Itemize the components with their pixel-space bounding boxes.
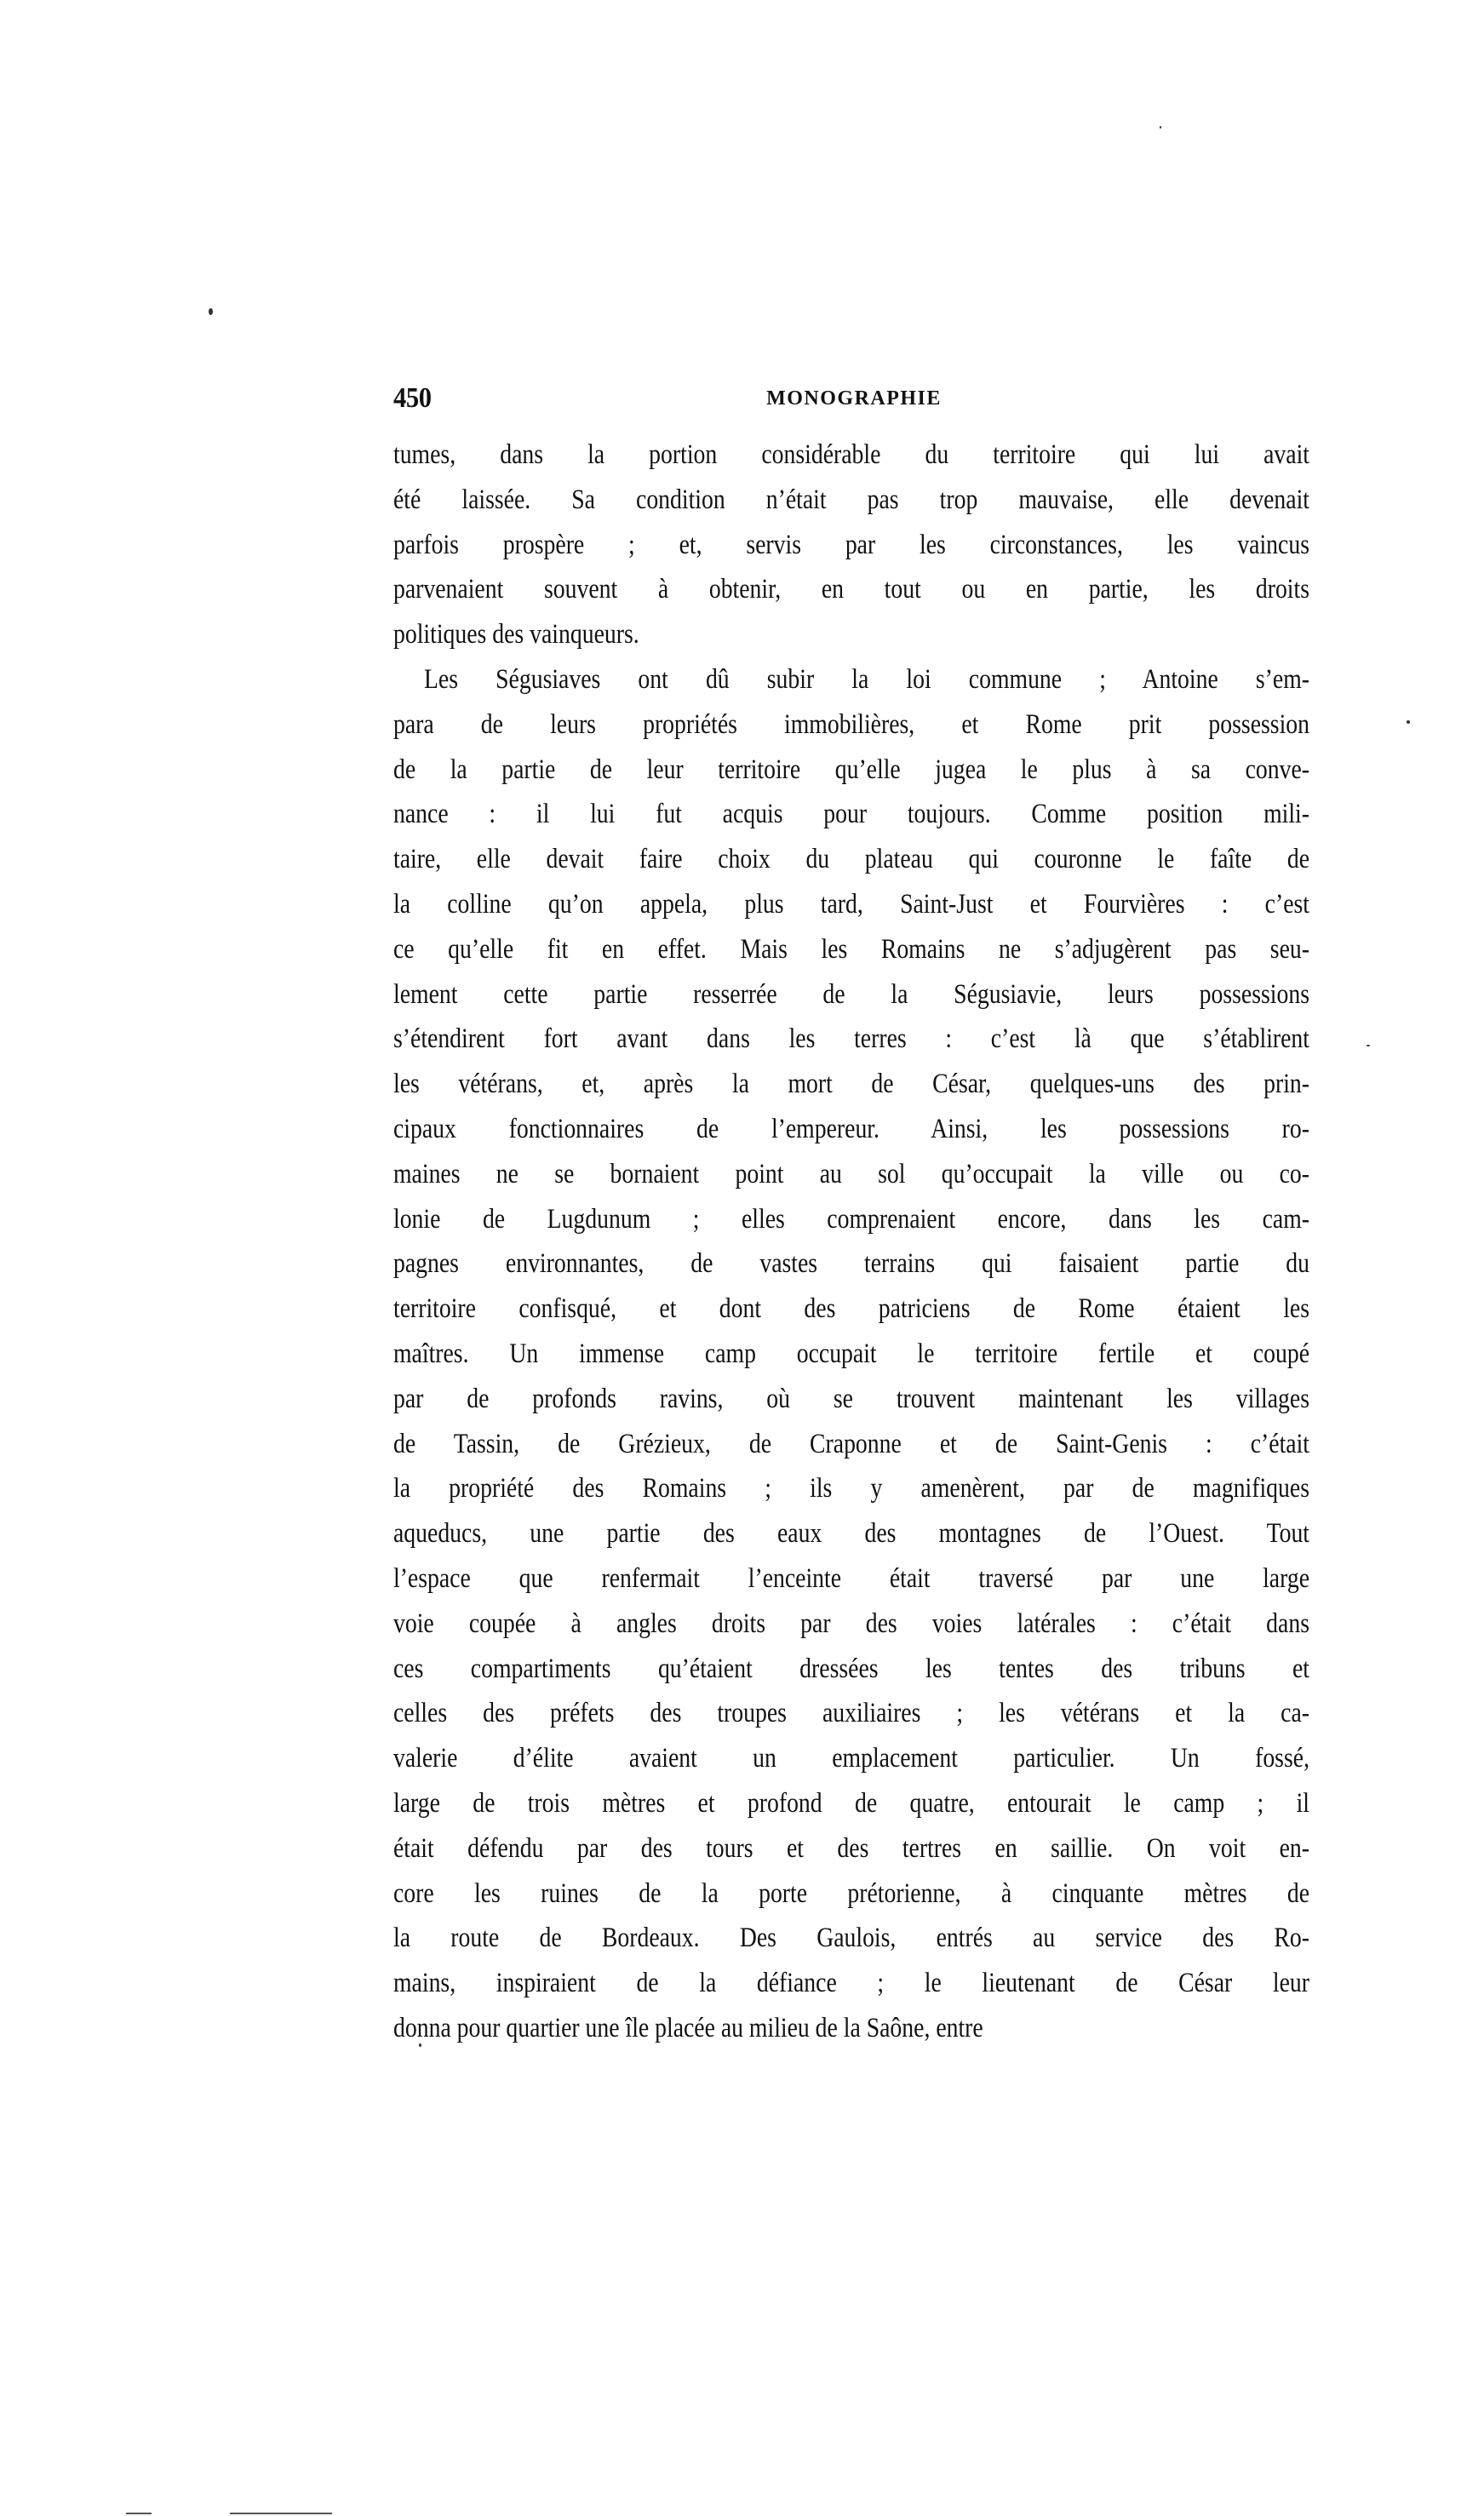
text-line-content: lement cette partie resserrée de la Ségusiavie, leurs possessions bbox=[393, 978, 1310, 1010]
text-line-content: mains, inspiraient de la défiance ; le lieutenant de César leur bbox=[393, 1968, 1310, 1999]
text-line-content: aqueducs, une partie des eaux des montagnes de l’Ouest. Tout bbox=[393, 1518, 1310, 1550]
text-line bbox=[393, 523, 1309, 568]
text-line-content: de la partie de leur territoire qu’elle jugea le plus à sa conve- bbox=[393, 754, 1310, 785]
text-line bbox=[393, 1961, 1309, 2006]
text-line-content: para de leurs propriétés immobilières, et Rome prit possession bbox=[393, 708, 1310, 740]
text-line bbox=[393, 702, 1309, 748]
text-line bbox=[393, 1332, 1309, 1377]
text-line bbox=[393, 1466, 1309, 1511]
text-line-content: par de profonds ravins, où se trouvent maintenant les villages bbox=[393, 1383, 1310, 1414]
text-line bbox=[393, 2006, 1309, 2051]
text-line bbox=[393, 1511, 1309, 1556]
text-line bbox=[393, 657, 1309, 702]
text-line-content: taire, elle devait faire choix du plateau qui couronne le faîte de bbox=[393, 844, 1310, 875]
text-line bbox=[393, 1197, 1309, 1242]
running-head bbox=[393, 381, 1309, 416]
text-line-content: large de trois mètres et profond de quatre, entourait le camp ; il bbox=[393, 1787, 1310, 1819]
text-line-content: parfois prospère ; et, servis par les circonstances, les vaincus bbox=[393, 529, 1310, 560]
text-line bbox=[393, 1691, 1309, 1736]
text-line bbox=[393, 612, 1309, 657]
text-line-content: l’espace que renfermait l’enceinte était traversé par une large bbox=[393, 1562, 1310, 1594]
text-line bbox=[393, 1647, 1309, 1692]
text-line bbox=[393, 1017, 1309, 1062]
text-line-content: de Tassin, de Grézieux, de Craponne et de Saint-Genis : c’était bbox=[393, 1428, 1310, 1459]
text-line-content: voie coupée à angles droits par des voies latérales : c’était dans bbox=[393, 1608, 1310, 1639]
text-line-content: maîtres. Un immense camp occupait le territoire fertile et coupé bbox=[393, 1338, 1310, 1369]
text-line bbox=[393, 1422, 1309, 1467]
text-line-content: lonie de Lugdunum ; elles comprenaient encore, dans les cam- bbox=[393, 1203, 1310, 1235]
text-line bbox=[393, 1781, 1309, 1826]
text-line-content: donna pour quartier une île placée au milieu de la Saône, entre bbox=[393, 2012, 983, 2043]
text-line-content: était défendu par des tours et des tertres en saillie. On voit en- bbox=[393, 1832, 1310, 1864]
text-line bbox=[393, 1152, 1309, 1197]
text-line-content: ce qu’elle fit en effet. Mais les Romains ne s’adjugèrent pas seu- bbox=[393, 933, 1310, 965]
text-line-content: Les Ségusiaves ont dû subir la loi commune ; Antoine s’em- bbox=[424, 663, 1309, 695]
text-line-content: valerie d’élite avaient un emplacement particulier. Un fossé, bbox=[393, 1743, 1310, 1774]
text-line-content: la colline qu’on appela, plus tard, Saint-Just et Fourvières : c’est bbox=[393, 888, 1310, 920]
text-line-content: territoire confisqué, et dont des patriciens de Rome étaient les bbox=[393, 1293, 1310, 1325]
text-line bbox=[393, 1241, 1309, 1287]
text-line-content: les vétérans, et, après la mort de César, quelques-uns des prin- bbox=[393, 1069, 1310, 1100]
page-number: 450 bbox=[393, 382, 432, 414]
text-line-content: la propriété des Romains ; ils y amenèrent, par de magnifiques bbox=[393, 1473, 1310, 1504]
text-line bbox=[393, 433, 1309, 478]
text-line bbox=[393, 1062, 1309, 1107]
text-line-content: s’étendirent fort avant dans les terres : c’est là que s’établirent bbox=[393, 1023, 1310, 1055]
text-line bbox=[393, 567, 1309, 612]
text-line bbox=[393, 478, 1309, 523]
scan-speck bbox=[1367, 1045, 1370, 1046]
text-line-content: maines ne se bornaient point au sol qu’occupait la ville ou co- bbox=[393, 1158, 1310, 1189]
text-line bbox=[393, 1826, 1309, 1871]
text-line bbox=[393, 1556, 1309, 1602]
scan-rule-fragment bbox=[126, 2513, 152, 2514]
text-line-content: core les ruines de la porte prétorienne, à cinquante mètres de bbox=[393, 1877, 1310, 1909]
text-line-content: cipaux fonctionnaires de l’empereur. Ainsi, les possessions ro- bbox=[393, 1113, 1310, 1144]
scan-speck bbox=[419, 2043, 421, 2047]
text-line bbox=[393, 882, 1309, 927]
text-line-content: été laissée. Sa condition n’était pas trop mauvaise, elle devenait bbox=[393, 484, 1310, 515]
scan-speck bbox=[209, 308, 213, 315]
scan-rule-fragment bbox=[230, 2513, 332, 2514]
text-line bbox=[393, 1602, 1309, 1647]
text-line-content: politiques des vainqueurs. bbox=[393, 619, 639, 650]
text-line bbox=[393, 972, 1309, 1017]
body-text bbox=[393, 433, 1309, 2051]
text-line bbox=[393, 927, 1309, 972]
text-line bbox=[393, 837, 1309, 882]
scan-speck bbox=[1160, 126, 1161, 129]
text-line-content: parvenaient souvent à obtenir, en tout ou en partie, les droits bbox=[393, 574, 1310, 605]
running-title: MONOGRAPHIE bbox=[766, 387, 942, 410]
text-line-content: ces compartiments qu’étaient dressées les tentes des tribuns et bbox=[393, 1653, 1310, 1684]
text-line bbox=[393, 1377, 1309, 1422]
text-line-content: pagnes environnantes, de vastes terrains qui faisaient partie du bbox=[393, 1248, 1310, 1280]
text-line bbox=[393, 1287, 1309, 1332]
text-line bbox=[393, 1736, 1309, 1781]
text-line bbox=[393, 792, 1309, 837]
text-line bbox=[393, 1916, 1309, 1961]
text-line bbox=[393, 1871, 1309, 1917]
scan-speck bbox=[1407, 720, 1410, 724]
text-line bbox=[393, 748, 1309, 793]
text-line-content: la route de Bordeaux. Des Gaulois, entrés au service des Ro- bbox=[393, 1923, 1310, 1954]
text-line-content: tumes, dans la portion considérable du territoire qui lui avait bbox=[393, 439, 1310, 470]
text-line-content: nance : il lui fut acquis pour toujours. Comme position mili- bbox=[393, 799, 1310, 830]
text-line-content: celles des préfets des troupes auxiliaires ; les vétérans et la ca- bbox=[393, 1698, 1310, 1729]
text-line bbox=[393, 1107, 1309, 1152]
